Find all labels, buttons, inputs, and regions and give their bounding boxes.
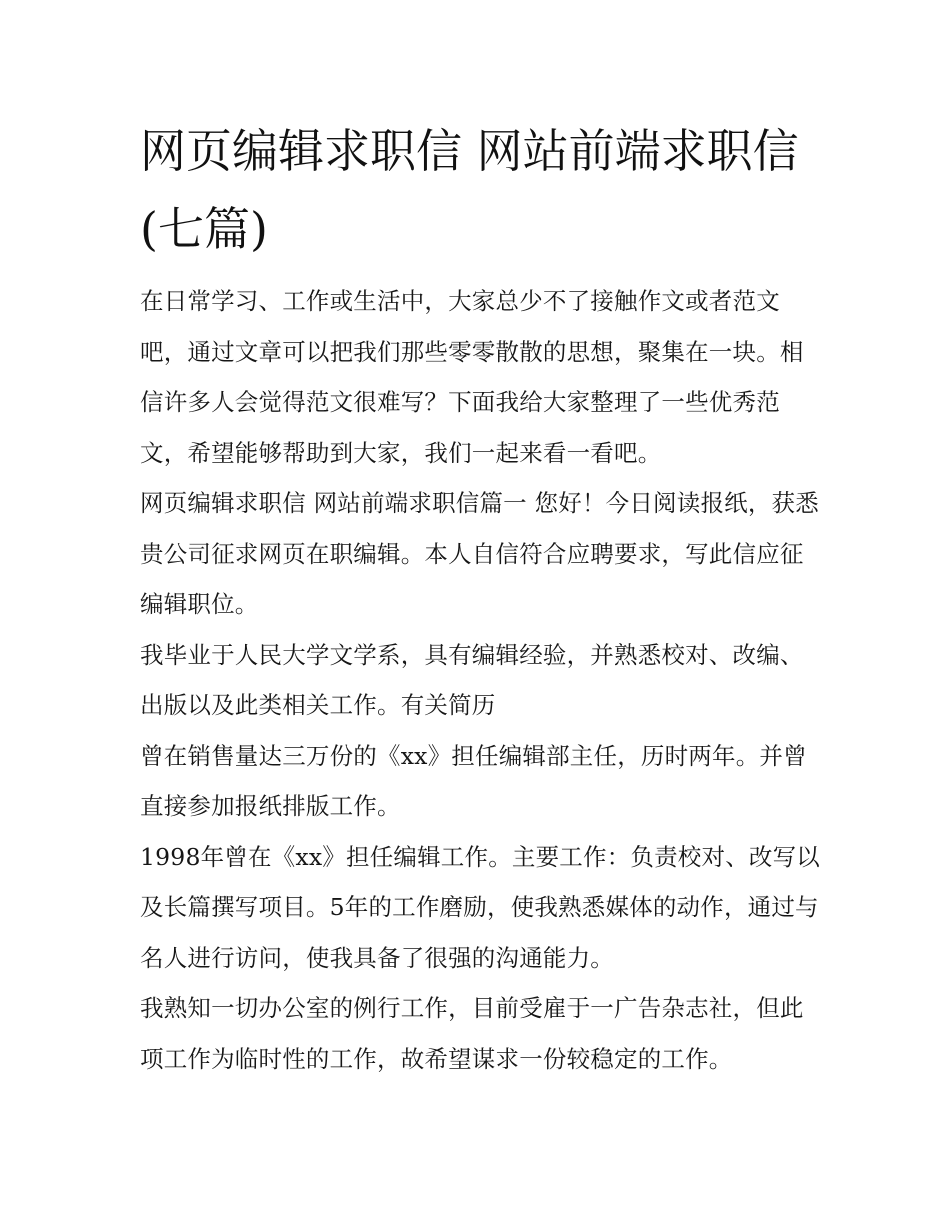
document-body [140, 276, 820, 1084]
paragraph-experience-1: 曾在销售量达三万份的《xx》担任编辑部主任，历时两年。并曾直接参加报纸排版工作。 [140, 741, 807, 820]
paragraph-education: 我毕业于人民大学文学系，具有编辑经验，并熟悉校对、改编、出版以及此类相关工作。有关简历 [140, 640, 804, 719]
paragraph-current-job: 我熟知一切办公室的例行工作，目前受雇于一广告杂志社，但此项工作为临时性的工作，故希望谋求一份较稳定的工作。 [140, 994, 804, 1073]
paragraph-experience-2: 1998年曾在《xx》担任编辑工作。主要工作：负责校对、改写以及长篇撰写项目。5年的工作磨励，使我熟悉媒体的动作，通过与名人进行访问，使我具备了很强的沟通能力。 [140, 842, 821, 972]
paragraph-letter-opening: 网页编辑求职信 网站前端求职信篇一 您好！今日阅读报纸，获悉贵公司征求网页在职编辑。本人自信符合应聘要求，写此信应征编辑职位。 [140, 489, 819, 618]
paragraph-intro: 在日常学习、工作或生活中，大家总少不了接触作文或者范文吧，通过文章可以把我们那些零零散散的思想，聚集在一块。相信许多人会觉得范文很难写？下面我给大家整理了一些优秀范文，希望能够帮助到大家，我们一起来看一看吧。 [140, 287, 804, 467]
document-title: 网页编辑求职信 网站前端求职信(七篇) [140, 124, 799, 256]
